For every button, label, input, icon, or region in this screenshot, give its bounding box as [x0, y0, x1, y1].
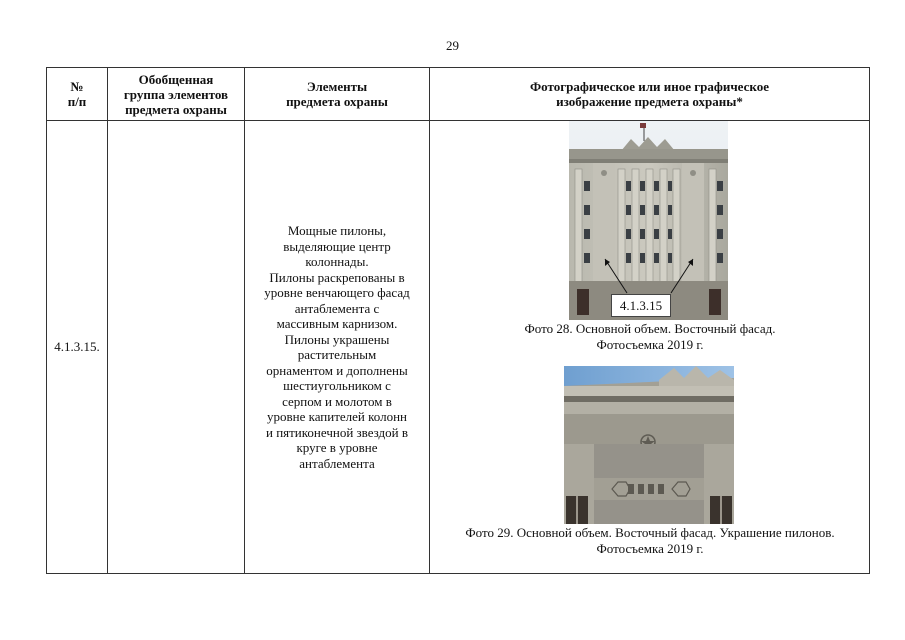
row-group [108, 121, 245, 574]
row-photos [430, 121, 870, 574]
row-elements: Мощные пилоны, выделяющие центр колоннады. Пилоны раскрепованы в уровне венчающего фасад антаблемента с массивным карнизом. Пилоны украшены растительным орнаментом и дополнены шестиугольником с серпом и молотом в уровне капителей колонн и пятиконечной звездой в круге в уровне антаблемента [245, 121, 430, 574]
heritage-table [46, 67, 870, 574]
photo-29-caption: Фото 29. Основной объем. Восточный фасад. Украшение пилонов. Фотосъемка 2019 г. [465, 525, 835, 556]
table-row [47, 121, 870, 574]
header-photo: Фотографическое или иное графическое изображение предмета охраны* [430, 68, 870, 121]
row-number: 4.1.3.15. [47, 121, 108, 574]
page-number: 29 [446, 38, 459, 53]
photo-28-label: 4.1.3.15 [611, 294, 671, 317]
header-elements: Элементы предмета охраны [245, 68, 430, 121]
header-group: Обобщенная группа элементов предмета охраны [108, 68, 245, 121]
photo-29-pylon-decoration [564, 366, 734, 524]
photo-28-facade [569, 121, 728, 320]
header-number: № п/п [47, 68, 108, 121]
photo-28-caption: Фото 28. Основной объем. Восточный фасад. Фотосъемка 2019 г. [524, 321, 776, 352]
table-header-row [47, 68, 870, 121]
